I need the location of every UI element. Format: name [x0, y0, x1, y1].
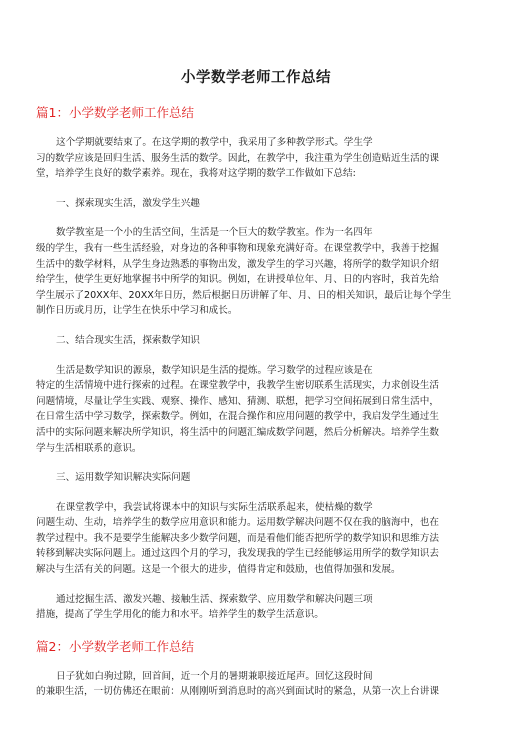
section1-title: 一、探索现实生活，激发学生兴趣: [56, 197, 200, 209]
part2-intro-paragraph: [36, 669, 476, 700]
paragraph-line: 解决与生活有关的问题。这是一个很大的进步，值得肯定和鼓励，也值得加强和发展。: [36, 564, 401, 576]
paragraph-line: 这个学期就要结束了。在这学期的教学中，我采用了多种教学形式。学生学: [56, 137, 373, 148]
paragraph-line: 日子犹如白驹过隙，回首间，近一个月的暑期兼职接近尾声。回忆这段时间: [56, 670, 373, 682]
section3-paragraph: [36, 500, 476, 578]
paragraph-line: 的兼职生活，一切仿佛还在眼前：从刚刚听到消息时的高兴到面试时的紧急，从第一次上台讲课: [36, 686, 439, 698]
paragraph-line: 措施，提高了学生学用化的能力和水平。培养学生的数学生活意识。: [36, 609, 324, 621]
part1-intro-paragraph: [36, 135, 476, 182]
paragraph-line: 学与生活相联系的意识。: [36, 442, 142, 454]
section2-title: 二、结合现实生活，探索数学知识: [56, 334, 200, 346]
paragraph-line: 生活是数学知识的源泉，数学知识是生活的提炼。学习数学的过程应该是在: [56, 364, 373, 376]
paragraph-line: 级的学生，我有一些生活经验，对身边的各种事物和现象充满好奇。在课堂教学中，我善于挖掘: [36, 242, 439, 254]
paragraph-line: 堂，培养学生良好的数学素养。现在，我将对这学期的数学工作做如下总结:: [36, 168, 356, 180]
paragraph-line: 问题生动、生动，培养学生的数学应用意识和能力。运用数学解决问题不仅在我的脑海中，也在: [36, 517, 439, 529]
paragraph-line: 在课堂教学中，我尝试将课本中的知识与实际生活联系起来，使枯燥的数学: [56, 501, 373, 513]
paragraph-line: 特定的生活情境中进行探索的过程。在课堂教学中，我教学生密切联系生活现实，力求创设生活: [36, 380, 439, 392]
section2-paragraph: [36, 363, 476, 457]
paragraph-line: 生活中的数学材料，从学生身边熟悉的事物出发，激发学生的学习兴趣，将所学的数学知识介绍: [36, 258, 439, 270]
paragraph-line: 制作日历或月历，让学生在快乐中学习和成长。: [36, 305, 238, 317]
paragraph-line: 活中的实际问题来解决所学知识，将生活中的问题汇编成数学问题，然后分析解决。培养学生数: [36, 426, 439, 438]
paragraph-line: 学生展示了20XX年、20XX年日历，然后根据日历讲解了年、月、日的相关知识，最后让每个学生: [36, 289, 452, 301]
section3-title: 三、运用数学知识解决实际问题: [56, 472, 191, 484]
paragraph-line: 通过挖掘生活、激发兴趣、接触生活、探索数学、应用数学和解决问题三项: [56, 593, 373, 605]
section1-paragraph: [36, 225, 476, 319]
paragraph-line: 习的数学应该是回归生活、服务生活的数学。因此，在教学中，我注重为学生创造贴近生活的课: [36, 152, 439, 164]
paragraph-line: 给学生，使学生更好地掌握书中所学的知识。例如，在讲授单位年、月、日的内容时，我首先给: [36, 274, 439, 286]
paragraph-line: 数学教室是一个小的生活空间，生活是一个巨大的数学教室。作为一名四年: [56, 227, 373, 239]
conclusion-paragraph: [36, 592, 476, 623]
part1-heading: 篇1：小学数学老师工作总结: [36, 105, 194, 120]
document-title: 小学数学老师工作总结: [181, 70, 331, 86]
part2-heading: 篇2：小学数学老师工作总结: [36, 638, 194, 654]
paragraph-line: 教学过程中。我不是要学生能解决多少数学问题，而是看他们能否把所学的数学知识和思维方法: [36, 532, 439, 544]
paragraph-line: 问题情境，尽量让学生实践、观察、操作、感知、猜测、联想，把学习空间拓展到日常生活中，: [36, 395, 439, 407]
paragraph-line: 在日常生活中学习数学，探索数学。例如，在混合操作和应用问题的教学中，我启发学生通过生: [36, 411, 439, 423]
paragraph-line: 转移到解决实际问题上。通过这四个月的学习，我发现我的学生已经能够运用所学的数学知识去: [36, 548, 439, 560]
